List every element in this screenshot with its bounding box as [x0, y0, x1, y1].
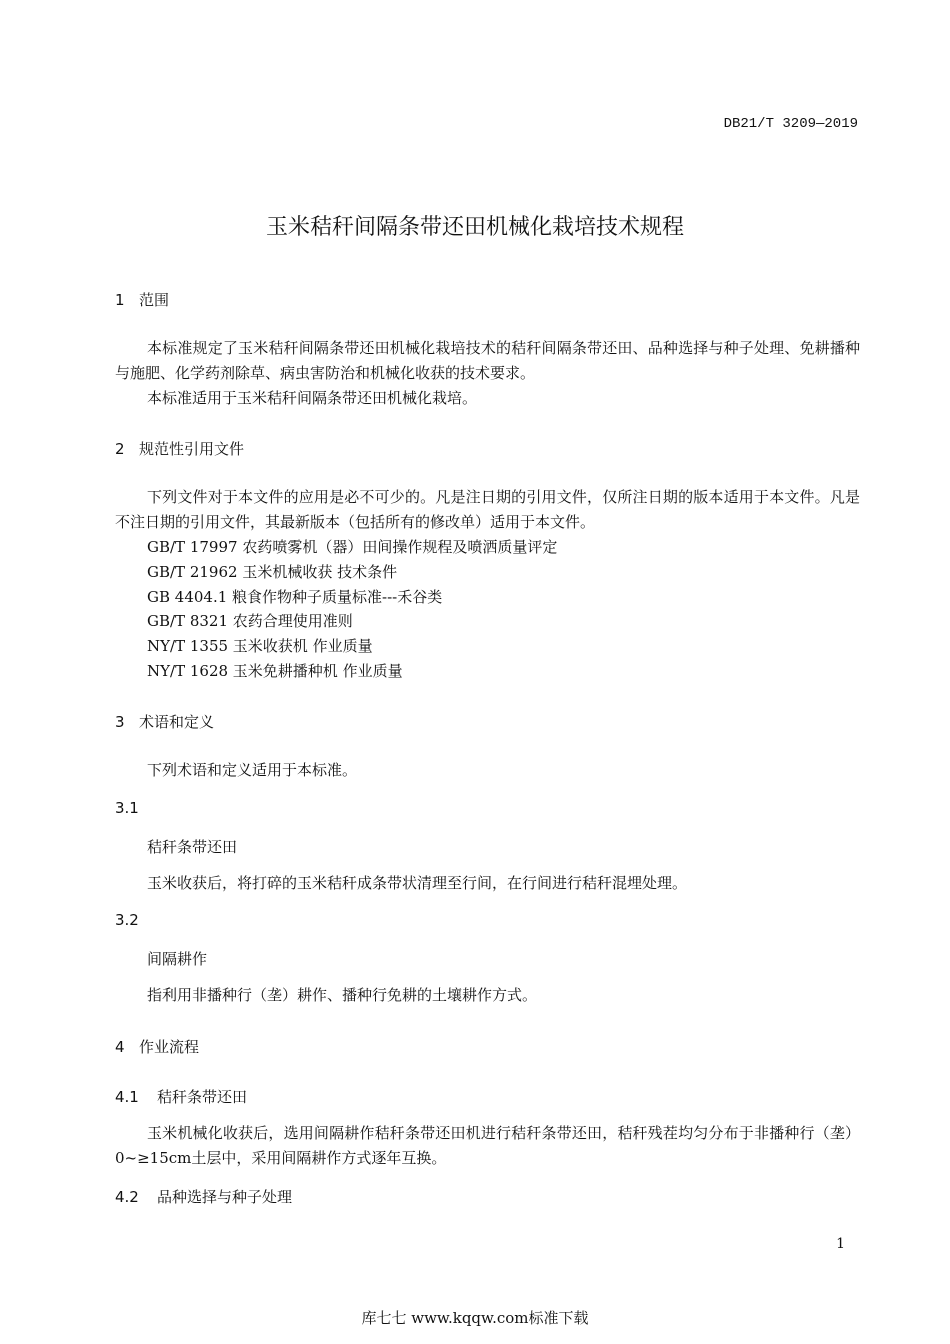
section-title: 规范性引用文件: [139, 440, 245, 458]
subsection-heading: [115, 1186, 292, 1207]
reference-item: GB/T 21962 玉米机械收获 技术条件: [147, 563, 398, 581]
section-title: 范围: [139, 291, 170, 309]
reference-item: GB/T 17997 农药喷雾机（器）田间操作规程及喷洒质量评定: [147, 538, 558, 556]
term-number: 3.2: [115, 911, 139, 929]
reference-item: GB 4404.1 粮食作物种子质量标准---禾谷类: [147, 588, 443, 606]
section-title: 作业流程: [139, 1038, 200, 1056]
paragraph: 本标准适用于玉米秸秆间隔条带还田机械化栽培。: [147, 389, 478, 407]
subsection-title: 秸秆条带还田: [157, 1088, 248, 1106]
paragraph: 本标准规定了玉米秸秆间隔条带还田机械化栽培技术的秸秆间隔条带还田、品种选择与种子处理、免耕播种与施肥、化学药剂除草、病虫害防治和机械化收获的技术要求。: [115, 339, 860, 382]
section-number: 3: [115, 713, 125, 731]
term-definition: 指利用非播种行（垄）耕作、播种行免耕的土壤耕作方式。: [147, 986, 538, 1004]
term-name: 秸秆条带还田: [147, 838, 238, 856]
subsection-number: 4.2: [115, 1188, 139, 1206]
section-number: 1: [115, 291, 125, 309]
section-heading-3: [115, 711, 214, 732]
term-definition: 玉米收获后，将打碎的玉米秸秆成条带状清理至行间，在行间进行秸秆混埋处理。: [147, 874, 688, 892]
page-number: 1: [836, 1236, 845, 1252]
section-heading-4: [115, 1036, 199, 1057]
section-title: 术语和定义: [139, 713, 215, 731]
paragraph: 玉米机械化收获后，选用间隔耕作秸秆条带还田机进行秸秆条带还田，秸秆残茬均匀分布于非播种行（垄）0~≥15cm土层中，采用间隔耕作方式逐年互换。: [115, 1124, 860, 1167]
paragraph: 下列术语和定义适用于本标准。: [147, 761, 358, 779]
term-name: 间隔耕作: [147, 950, 208, 968]
document-code: DB21/T 3209—2019: [723, 116, 858, 132]
paragraph: 下列文件对于本文件的应用是必不可少的。凡是注日期的引用文件，仅所注日期的版本适用于本文件。凡是不注日期的引用文件，其最新版本（包括所有的修改单）适用于本文件。: [115, 488, 860, 531]
subsection-title: 品种选择与种子处理: [157, 1188, 293, 1206]
section-number: 4: [115, 1038, 125, 1056]
footer-watermark: 库七七 www.kqqw.com标准下载: [361, 1309, 589, 1327]
term-number: 3.1: [115, 799, 139, 817]
section-number: 2: [115, 440, 125, 458]
reference-item: NY/T 1355 玉米收获机 作业质量: [147, 637, 373, 655]
section-heading-1: [115, 289, 169, 310]
reference-item: NY/T 1628 玉米免耕播种机 作业质量: [147, 662, 403, 680]
document-title: 玉米秸秆间隔条带还田机械化栽培技术规程: [265, 215, 684, 240]
reference-item: GB/T 8321 农药合理使用准则: [147, 612, 353, 630]
subsection-number: 4.1: [115, 1088, 139, 1106]
subsection-heading: [115, 1086, 247, 1107]
section-heading-2: [115, 438, 244, 459]
